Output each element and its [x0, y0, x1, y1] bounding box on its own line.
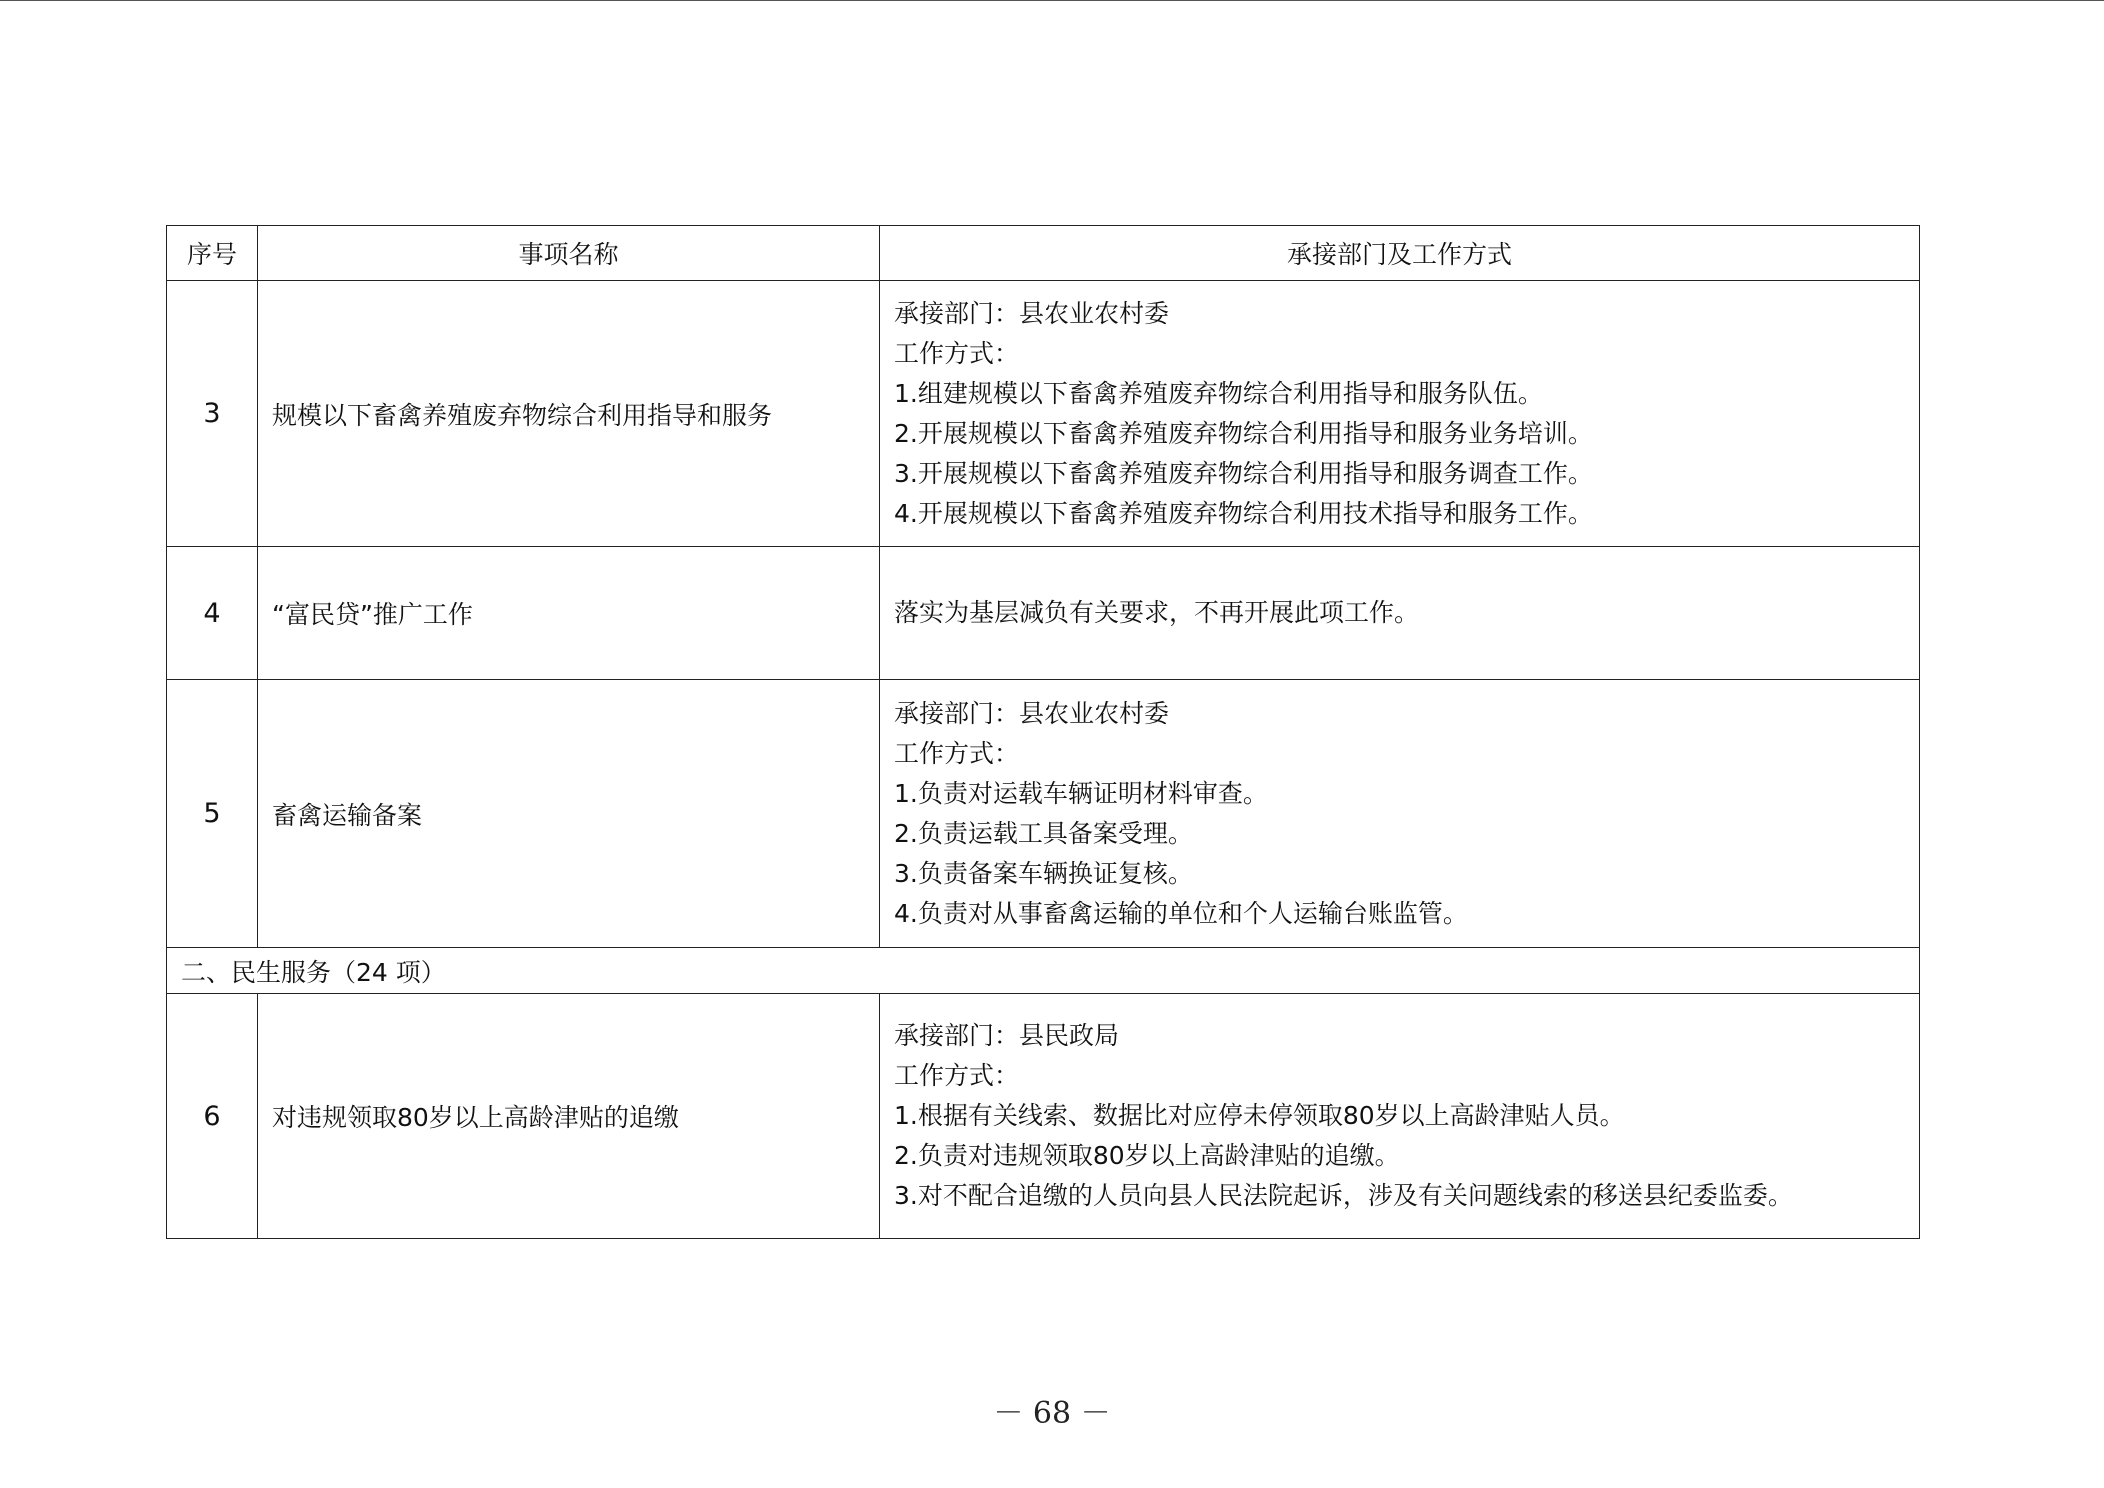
section-heading-row: [167, 948, 1920, 994]
row-serial: 5: [167, 680, 258, 948]
dept-line: 承接部门：县民政局: [894, 1021, 1120, 1050]
method-line: 3.负责备案车辆换证复核。: [894, 858, 1193, 888]
row-serial: 4: [167, 547, 258, 680]
page-number: － 68 －: [993, 1396, 1111, 1431]
method-line: 工作方式：: [894, 738, 1020, 768]
section-heading: 二、民生服务（24 项）: [167, 948, 1920, 994]
header-dept-method: 承接部门及工作方式: [880, 226, 1920, 281]
row-dept-method: [880, 281, 1920, 547]
top-border-line: [0, 0, 2104, 1]
method-line: 工作方式：: [894, 1061, 1020, 1090]
row-item-name: 畜禽运输备案: [258, 680, 880, 948]
method-line: 1.负责对运载车辆证明材料审查。: [894, 778, 1268, 808]
row-serial: 3: [167, 281, 258, 547]
dept-line: 承接部门：县农业农村委: [894, 698, 1170, 728]
method-line: 工作方式：: [894, 338, 1020, 368]
table-row: [167, 994, 1920, 1239]
table-row: [167, 281, 1920, 547]
table-row: [167, 547, 1920, 680]
header-item-name: 事项名称: [258, 226, 880, 281]
row-dept-method: [880, 994, 1920, 1239]
row-serial: 6: [167, 994, 258, 1239]
row-dept-method: [880, 680, 1920, 948]
method-line: 4.开展规模以下畜禽养殖废弃物综合利用技术指导和服务工作。: [894, 498, 1593, 528]
table-row: [167, 680, 1920, 948]
method-line: 4.负责对从事畜禽运输的单位和个人运输台账监管。: [894, 898, 1468, 928]
method-line: 3.开展规模以下畜禽养殖废弃物综合利用指导和服务调查工作。: [894, 458, 1593, 488]
method-line: 3.对不配合追缴的人员向县人民法院起诉，涉及有关问题线索的移送县纪委监委。: [894, 1181, 1793, 1210]
method-line: 1.根据有关线索、数据比对应停未停领取80岁以上高龄津贴人员。: [894, 1101, 1625, 1130]
row-item-name: 对违规领取80岁以上高龄津贴的追缴: [258, 994, 880, 1239]
table-header-row: [167, 226, 1920, 281]
row-item-name: “富民贷”推广工作: [258, 547, 880, 680]
matters-table: [166, 225, 1920, 1239]
method-line: 落实为基层减负有关要求，不再开展此项工作。: [894, 598, 1420, 627]
method-line: 1.组建规模以下畜禽养殖废弃物综合利用指导和服务队伍。: [894, 378, 1543, 408]
method-line: 2.负责运载工具备案受理。: [894, 818, 1193, 848]
method-line: 2.负责对违规领取80岁以上高龄津贴的追缴。: [894, 1141, 1400, 1170]
dept-line: 承接部门：县农业农村委: [894, 298, 1170, 328]
method-line: 2.开展规模以下畜禽养殖废弃物综合利用指导和服务业务培训。: [894, 418, 1593, 448]
row-dept-method: [880, 547, 1920, 680]
header-serial: 序号: [167, 226, 258, 281]
row-item-name: 规模以下畜禽养殖废弃物综合利用指导和服务: [258, 281, 880, 547]
